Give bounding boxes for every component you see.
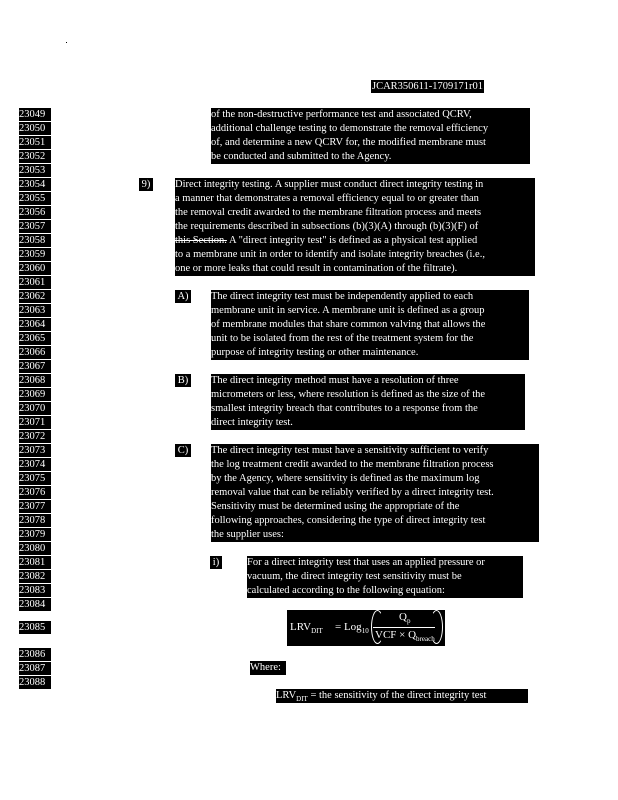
line-number: 23051 xyxy=(19,136,51,149)
item-i-paragraph xyxy=(247,556,523,598)
line-number: 23052 xyxy=(19,150,51,163)
text-line: calculated according to the following equation: xyxy=(247,585,445,596)
line-number: 23072 xyxy=(19,430,51,443)
text-line: of membrane modules that share common valving that allows the xyxy=(211,319,486,330)
line-number: 23060 xyxy=(19,262,51,275)
text-span: A "direct integrity test" is defined as a physical test applied xyxy=(226,235,478,246)
line-number: 23049 xyxy=(19,108,51,121)
equation-lhs: $LRV_{DIT}$ xyxy=(290,621,323,636)
definition-text: = the sensitivity of the direct integrity test xyxy=(310,690,487,701)
line-number: 23082 xyxy=(19,570,51,583)
line-number: 23058 xyxy=(19,234,51,247)
item-b-marker: B) xyxy=(175,374,191,387)
item-c-marker: C) xyxy=(175,444,191,457)
equation-denominator: VCF × $Q_{breach}$ xyxy=(375,629,435,644)
text-line: micrometers or less, where resolution is defined as the size of the xyxy=(211,389,486,400)
scan-speck xyxy=(66,42,67,43)
text-line: the requirements described in subsections (b)(3)(A) through (b)(3)(F) of xyxy=(175,221,479,232)
text-line: Sensitivity must be determined using the appropriate of the xyxy=(211,501,460,512)
line-number: 23083 xyxy=(19,584,51,597)
struck-text: this Section. xyxy=(175,235,227,246)
right-paren xyxy=(430,610,443,644)
text-line: one or more leaks that could result in contamination of the filtrate). xyxy=(175,263,458,274)
line-number: 23064 xyxy=(19,318,51,331)
text-line: the log treatment credit awarded to the membrane filtration process xyxy=(211,459,494,470)
item-a-paragraph xyxy=(211,290,529,360)
line-number: 23065 xyxy=(19,332,51,345)
line-number: 23087 xyxy=(19,662,51,675)
text-line: The direct integrity test must be independently applied to each xyxy=(211,291,474,302)
definition-term: $LRV_{DIT}$ xyxy=(276,690,308,704)
text-line: removal value that can be reliably verified by a direct integrity test. xyxy=(211,487,494,498)
text-line: vacuum, the direct integrity test sensitivity must be xyxy=(247,571,462,582)
item-b-paragraph xyxy=(211,374,525,430)
section-9-marker: 9) xyxy=(139,178,153,191)
text-line xyxy=(175,234,535,248)
line-number: 23056 xyxy=(19,206,51,219)
line-number: 23075 xyxy=(19,472,51,485)
line-number: 23059 xyxy=(19,248,51,261)
line-number: 23068 xyxy=(19,374,51,387)
line-number: 23084 xyxy=(19,598,51,611)
line-number: 23063 xyxy=(19,304,51,317)
where-label: Where: xyxy=(250,661,286,675)
line-number: 23077 xyxy=(19,500,51,513)
text-line: The direct integrity method must have a resolution of three xyxy=(211,375,459,386)
equation-numerator: $Q_p$ xyxy=(399,611,411,626)
text-line xyxy=(276,689,528,706)
line-number: 23071 xyxy=(19,416,51,429)
text-line: be conducted and submitted to the Agency. xyxy=(211,151,392,162)
line-number: 23055 xyxy=(19,192,51,205)
lrv-equation xyxy=(287,610,445,646)
text-line: the removal credit awarded to the membrane filtration process and meets xyxy=(175,207,482,218)
line-number: 23076 xyxy=(19,486,51,499)
item-a-marker: A) xyxy=(175,290,191,303)
text-line: direct integrity test. xyxy=(211,417,293,428)
line-number: 23069 xyxy=(19,388,51,401)
text-line: smallest integrity breach that contributes to a response from the xyxy=(211,403,478,414)
item-i-marker: i) xyxy=(210,556,222,569)
text-line: For a direct integrity test that uses an applied pressure or xyxy=(247,557,485,568)
text-line: by the Agency, where sensitivity is defined as the maximum log xyxy=(211,473,480,484)
line-number: 23067 xyxy=(19,360,51,373)
text-line: additional challenge testing to demonstrate the removal efficiency xyxy=(211,123,489,134)
line-number: 23053 xyxy=(19,164,51,177)
line-number: 23079 xyxy=(19,528,51,541)
line-number: 23062 xyxy=(19,290,51,303)
line-number: 23061 xyxy=(19,276,51,289)
line-number: 23050 xyxy=(19,122,51,135)
line-number: 23085 xyxy=(19,621,51,634)
line-number: 23057 xyxy=(19,220,51,233)
line-number: 23054 xyxy=(19,178,51,191)
line-number: 23086 xyxy=(19,648,51,661)
line-number: 23078 xyxy=(19,514,51,527)
line-number: 23070 xyxy=(19,402,51,415)
text-line: membrane unit in service. A membrane unit is defined as a group xyxy=(211,305,485,316)
text-line: purpose of integrity testing or other maintenance. xyxy=(211,347,419,358)
item-c-paragraph xyxy=(211,444,539,542)
text-line: Direct integrity testing. A supplier must conduct direct integrity testing in xyxy=(175,179,484,190)
text-line: unit to be isolated from the rest of the treatment system for the xyxy=(211,333,474,344)
text-line: following approaches, considering the type of direct integrity test xyxy=(211,515,486,526)
line-number: 23081 xyxy=(19,556,51,569)
text-line: a manner that demonstrates a removal efficiency equal to or greater than xyxy=(175,193,479,204)
equation-log: = Log$_{10}$ xyxy=(335,621,369,636)
document-id-header: JCAR350611-1709171r01 xyxy=(372,81,484,92)
text-line: of, and determine a new QCRV for, the modified membrane must xyxy=(211,137,486,148)
line-number: 23066 xyxy=(19,346,51,359)
line-number: 23088 xyxy=(19,676,51,689)
line-number: 23074 xyxy=(19,458,51,471)
line-number: 23073 xyxy=(19,444,51,457)
text-line: of the non-destructive performance test and associated QCRV, xyxy=(211,109,472,120)
text-line: the supplier uses: xyxy=(211,529,284,540)
lrv-definition xyxy=(276,689,528,703)
line-number: 23080 xyxy=(19,542,51,555)
intro-paragraph xyxy=(211,108,530,164)
text-line: The direct integrity test must have a sensitivity sufficient to verify xyxy=(211,445,489,456)
fraction-bar xyxy=(373,627,435,628)
text-line: to a membrane unit in order to identify and isolate integrity breaches (i.e., xyxy=(175,249,485,260)
section-9-paragraph xyxy=(175,178,535,276)
